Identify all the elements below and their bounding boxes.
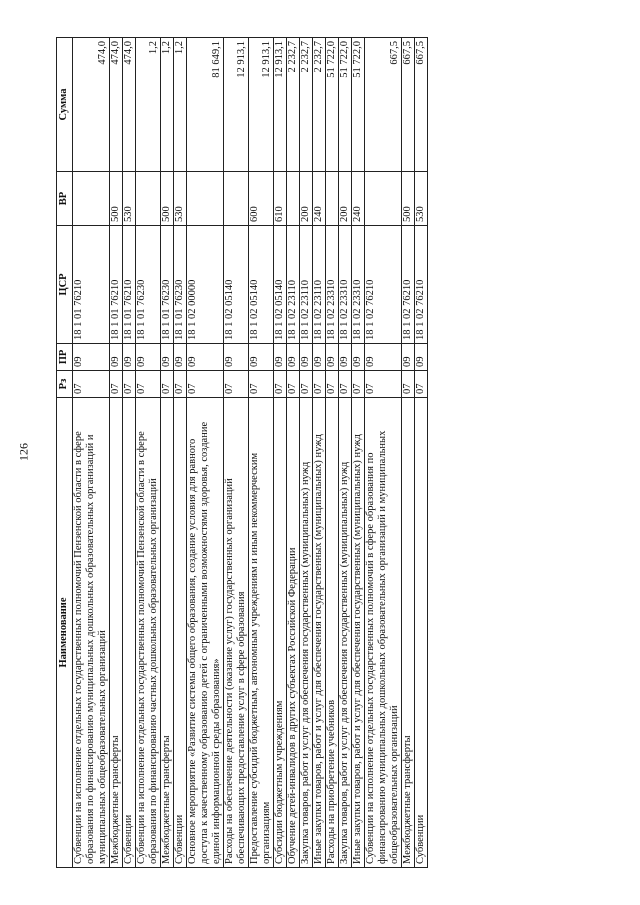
cell-sum: 2 232,7 (313, 38, 326, 172)
cell-sum: 2 232,7 (300, 38, 313, 172)
table-body (73, 38, 428, 868)
table-row (365, 38, 402, 868)
cell-name: Субвенции на исполнение отдельных государственных полномочий Пензенской области в сфере образования по финансированию муниципальных дошкольных образовательных организаций и муниципальных общеобразовательных организаций (73, 398, 110, 868)
cell-rz: 07 (161, 371, 174, 398)
cell-pr: 09 (313, 344, 326, 371)
cell-csr: 18 1 02 23310 (326, 226, 339, 344)
table-row (326, 38, 339, 868)
cell-pr: 09 (352, 344, 365, 371)
cell-pr: 09 (274, 344, 287, 371)
cell-sum: 81 649,1 (187, 38, 224, 172)
cell-vr: 200 (300, 172, 313, 226)
cell-rz: 07 (287, 371, 300, 398)
cell-rz: 07 (249, 371, 274, 398)
cell-rz: 07 (313, 371, 326, 398)
cell-rz: 07 (274, 371, 287, 398)
cell-csr: 18 1 01 76230 (161, 226, 174, 344)
cell-vr (365, 172, 402, 226)
cell-vr: 200 (339, 172, 352, 226)
cell-sum: 667,5 (402, 38, 415, 172)
cell-rz: 07 (326, 371, 339, 398)
cell-pr: 09 (123, 344, 136, 371)
cell-sum: 474,0 (73, 38, 110, 172)
cell-vr: 530 (123, 172, 136, 226)
rotated-budget-table-wrapper (56, 38, 616, 868)
table-row (249, 38, 274, 868)
cell-csr: 18 1 02 23110 (287, 226, 300, 344)
cell-pr: 09 (339, 344, 352, 371)
cell-sum: 1,2 (174, 38, 187, 172)
cell-rz: 07 (224, 371, 249, 398)
cell-name: Расходы на приобретение учебников (326, 398, 339, 868)
cell-sum: 667,5 (365, 38, 402, 172)
cell-sum: 474,0 (123, 38, 136, 172)
cell-name: Расходы на обеспечение деятельности (оказание услуг) государственных организаций обеспечивающих предоставление услуг в сфере образования (224, 398, 249, 868)
cell-csr: 18 1 02 76210 (415, 226, 428, 344)
cell-rz: 07 (339, 371, 352, 398)
table-row (174, 38, 187, 868)
cell-vr: 500 (161, 172, 174, 226)
cell-rz: 07 (352, 371, 365, 398)
cell-sum: 12 913,1 (224, 38, 249, 172)
cell-vr (326, 172, 339, 226)
cell-name: Иные закупки товаров, работ и услуг для обеспечения государственных (муниципальных) нужд (352, 398, 365, 868)
cell-csr: 18 1 02 23110 (313, 226, 326, 344)
cell-name: Закупка товаров, работ и услуг для обеспечения государственных (муниципальных) нужд (339, 398, 352, 868)
cell-csr: 18 1 02 76210 (402, 226, 415, 344)
cell-sum: 51 722,0 (339, 38, 352, 172)
cell-sum: 12 913,1 (274, 38, 287, 172)
table-row (274, 38, 287, 868)
cell-pr: 09 (187, 344, 224, 371)
cell-pr: 09 (326, 344, 339, 371)
table-row (187, 38, 224, 868)
header-rz: Рз (57, 371, 73, 398)
cell-csr: 18 1 02 05140 (224, 226, 249, 344)
table-row (123, 38, 136, 868)
table-row (313, 38, 326, 868)
cell-sum: 1,2 (161, 38, 174, 172)
header-pr: ПР (57, 344, 73, 371)
cell-rz: 07 (73, 371, 110, 398)
cell-csr: 18 1 02 76210 (365, 226, 402, 344)
cell-csr: 18 1 01 76230 (174, 226, 187, 344)
cell-rz: 07 (136, 371, 161, 398)
cell-pr: 09 (224, 344, 249, 371)
cell-name: Межбюджетные трансферты (161, 398, 174, 868)
header-name: Наименование (57, 398, 73, 868)
cell-vr: 530 (174, 172, 187, 226)
cell-csr: 18 1 01 76210 (123, 226, 136, 344)
cell-pr: 09 (300, 344, 313, 371)
table-row (136, 38, 161, 868)
cell-pr: 09 (110, 344, 123, 371)
cell-pr: 09 (415, 344, 428, 371)
header-vr: ВР (57, 172, 73, 226)
cell-vr (73, 172, 110, 226)
cell-csr: 18 1 01 76210 (110, 226, 123, 344)
cell-csr: 18 1 02 23310 (339, 226, 352, 344)
cell-pr: 09 (174, 344, 187, 371)
cell-rz: 07 (365, 371, 402, 398)
cell-name: Субвенции (174, 398, 187, 868)
cell-sum: 667,5 (415, 38, 428, 172)
cell-name: Субвенции на исполнение отдельных государственных полномочий в сфере образования по финансированию муниципальных дошкольных образовательных организаций и муниципальных общеобразовательных организаций (365, 398, 402, 868)
cell-csr: 18 1 01 76210 (73, 226, 110, 344)
cell-csr: 18 1 02 23310 (352, 226, 365, 344)
cell-vr: 500 (110, 172, 123, 226)
cell-vr: 530 (415, 172, 428, 226)
cell-csr: 18 1 02 05140 (274, 226, 287, 344)
cell-csr: 18 1 02 23110 (300, 226, 313, 344)
cell-rz: 07 (402, 371, 415, 398)
cell-rz: 07 (174, 371, 187, 398)
cell-name: Предоставление субсидий бюджетным, автономным учреждениям и иным некоммерческим организациям (249, 398, 274, 868)
cell-vr: 610 (274, 172, 287, 226)
cell-vr (287, 172, 300, 226)
cell-name: Межбюджетные трансферты (402, 398, 415, 868)
budget-table (56, 37, 428, 868)
cell-pr: 09 (249, 344, 274, 371)
cell-rz: 07 (300, 371, 313, 398)
cell-csr: 18 1 01 76230 (136, 226, 161, 344)
cell-pr: 09 (365, 344, 402, 371)
cell-name: Обучение детей-инвалидов в других субъектах Российской Федерации (287, 398, 300, 868)
table-row (300, 38, 313, 868)
cell-name: Закупка товаров, работ и услуг для обеспечения государственных (муниципальных) нужд (300, 398, 313, 868)
cell-csr: 18 1 02 05140 (249, 226, 274, 344)
header-sum: Сумма (57, 38, 73, 172)
table-row (161, 38, 174, 868)
cell-name: Субвенции (123, 398, 136, 868)
cell-sum: 51 722,0 (352, 38, 365, 172)
cell-name: Субвенции на исполнение отдельных государственных полномочий Пензенской области в сфере образования по финансированию частных дошкольных образовательных организаций (136, 398, 161, 868)
cell-pr: 09 (136, 344, 161, 371)
table-row (339, 38, 352, 868)
cell-name: Межбюджетные трансферты (110, 398, 123, 868)
table-header-row (57, 38, 73, 868)
cell-pr: 09 (287, 344, 300, 371)
header-csr: ЦСР (57, 226, 73, 344)
cell-name: Основное мероприятие «Развитие системы общего образования, создание условия для равного доступа к качественному образованию детей с ограниченными возможностями здоровья, создание единой информационной среды образования» (187, 398, 224, 868)
table-row (224, 38, 249, 868)
cell-sum: 2 232,7 (287, 38, 300, 172)
cell-sum: 1,2 (136, 38, 161, 172)
cell-vr: 240 (352, 172, 365, 226)
cell-vr: 240 (313, 172, 326, 226)
cell-csr: 18 1 02 00000 (187, 226, 224, 344)
table-row (287, 38, 300, 868)
cell-rz: 07 (123, 371, 136, 398)
cell-vr (187, 172, 224, 226)
page-number: 126 (16, 443, 31, 461)
cell-vr: 600 (249, 172, 274, 226)
table-row (352, 38, 365, 868)
cell-pr: 09 (402, 344, 415, 371)
cell-vr: 500 (402, 172, 415, 226)
cell-sum: 474,0 (110, 38, 123, 172)
table-row (402, 38, 415, 868)
cell-sum: 12 913,1 (249, 38, 274, 172)
cell-pr: 09 (73, 344, 110, 371)
cell-name: Иные закупки товаров, работ и услуг для обеспечения государственных (муниципальных) нужд (313, 398, 326, 868)
cell-rz: 07 (187, 371, 224, 398)
cell-vr (136, 172, 161, 226)
cell-rz: 07 (415, 371, 428, 398)
cell-name: Субвенции (415, 398, 428, 868)
cell-name: Субсидии бюджетным учреждениям (274, 398, 287, 868)
cell-vr (224, 172, 249, 226)
cell-pr: 09 (161, 344, 174, 371)
cell-rz: 07 (110, 371, 123, 398)
table-row (110, 38, 123, 868)
cell-sum: 51 722,0 (326, 38, 339, 172)
table-row (73, 38, 110, 868)
table-row (415, 38, 428, 868)
